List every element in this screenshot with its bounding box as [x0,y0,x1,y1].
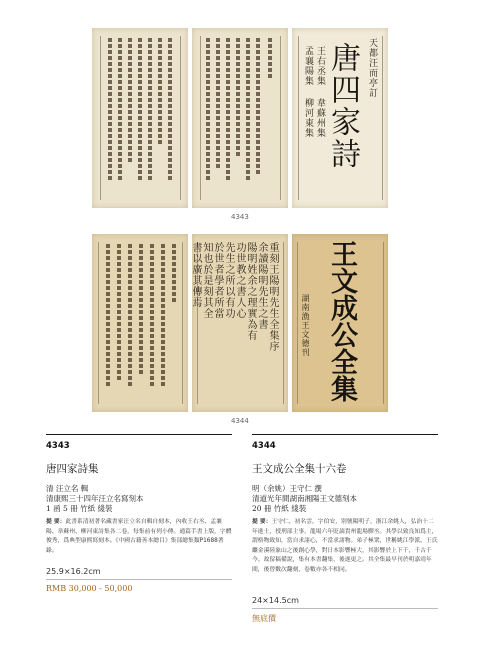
lot-number: 4344 [252,441,276,451]
cover-collection-2: 孟襄陽集 [303,46,313,86]
open-book-left-page-4344 [92,234,188,412]
cover-collection-3: 韋蘇州集 [315,98,325,138]
preface-line-6: 於世者學者所當 [212,242,223,319]
lot-meta-line: 清康熙三十四年汪立名寫刻本 [46,494,144,503]
lot-meta-line: 20 冊 竹紙 綫裝 [252,504,307,513]
note-text: 此書系清初著名藏書家汪立名自輯自刻本，內收王右丞、孟襄陽、韋蘇州、柳河東詩集各二卷，每集前有列小傳。通篇手書上版，字體俊秀，爲典型康熙寫刻本。《中國古籍善本總目》集部總集類P1688著錄。 [46,519,232,554]
note-label: 提 要： [252,519,272,525]
cover-editor-line: 天都汪而亭訂 [367,38,377,98]
preface-line-1: 重刻王陽明先生全集序 [267,242,278,352]
lot-meta-line: 清道光年間湖南湘陽王文德刻本 [252,494,357,503]
lot-meta-line: 明（余姚）王守仁 撰 [252,484,322,493]
image-caption-4343: 4343 [231,213,249,221]
cover-title-4344: 王文成公全集 [326,240,357,402]
lot-estimate: RMB 30,000 - 50,000 [46,584,133,593]
lot-note [46,518,232,556]
price-divider [46,579,232,580]
cover-title-4343: 唐四家詩 [325,42,360,170]
lot-title: 王文成公全集十六卷 [252,463,347,475]
preface-line-7: 知也於是刻其全 [201,242,212,319]
lot-meta-line: 清 汪立名 輯 [46,484,89,493]
book-photo-4344 [92,234,388,412]
preface-line-3: 陽明姓余之理實為有 [245,242,256,341]
lot-note [252,518,438,575]
cover-publisher: 湖南漁王文德刊 [301,294,310,357]
lot-dimensions: 24×14.5cm [252,596,299,605]
preface-line-4: 功世教之書人心 [234,242,245,319]
lot-divider-4344 [252,434,438,435]
cover-collection-4: 柳河東集 [303,98,313,138]
book-photo-4343 [92,28,388,208]
lot-estimate: 無底價 [252,614,276,623]
price-divider [252,608,438,609]
open-book-right-page [192,28,288,208]
lot-dimensions: 25.9×16.2cm [46,567,101,576]
preface-line-8: 書以廣其傳焉 [190,242,201,308]
lot-divider-4343 [46,434,232,435]
note-label: 提 要： [46,519,66,525]
note-text: 王守仁，初名雲，字伯安，別號陽明子，浙江余姚人，弘治十二年進士，授刑部主事，龍場六年貶謫貴州龍場驛丞。其學以致良知爲主，謂格物致知，當自求諸心，不當求諸物。弟子極衆，世稱姚江學派。王氏繼金溪陸象山之後創心學，對日本影響極大，其影響於上下千，千古千今。故留稿備說，集有本書翻集，後遂更之。其全集最早刊於明嘉靖年間，後曾數次翻刻，卷數亦各不相同。 [252,519,438,573]
cover-collection-1: 王右丞集 [315,46,325,86]
title-page-4344 [292,234,388,412]
preface-page-4344 [192,234,288,412]
preface-line-2: 余讀陽明先生之書 [256,242,267,330]
lot-number: 4343 [46,441,70,451]
lot-title: 唐四家詩集 [46,463,99,475]
title-page-4343 [292,28,388,208]
preface-line-5: 先生之所以有功 [223,242,234,319]
lot-meta-line: 1 函 5 冊 竹紙 綫裝 [46,504,113,513]
image-caption-4344: 4344 [231,417,249,425]
open-book-left-page [92,28,188,208]
